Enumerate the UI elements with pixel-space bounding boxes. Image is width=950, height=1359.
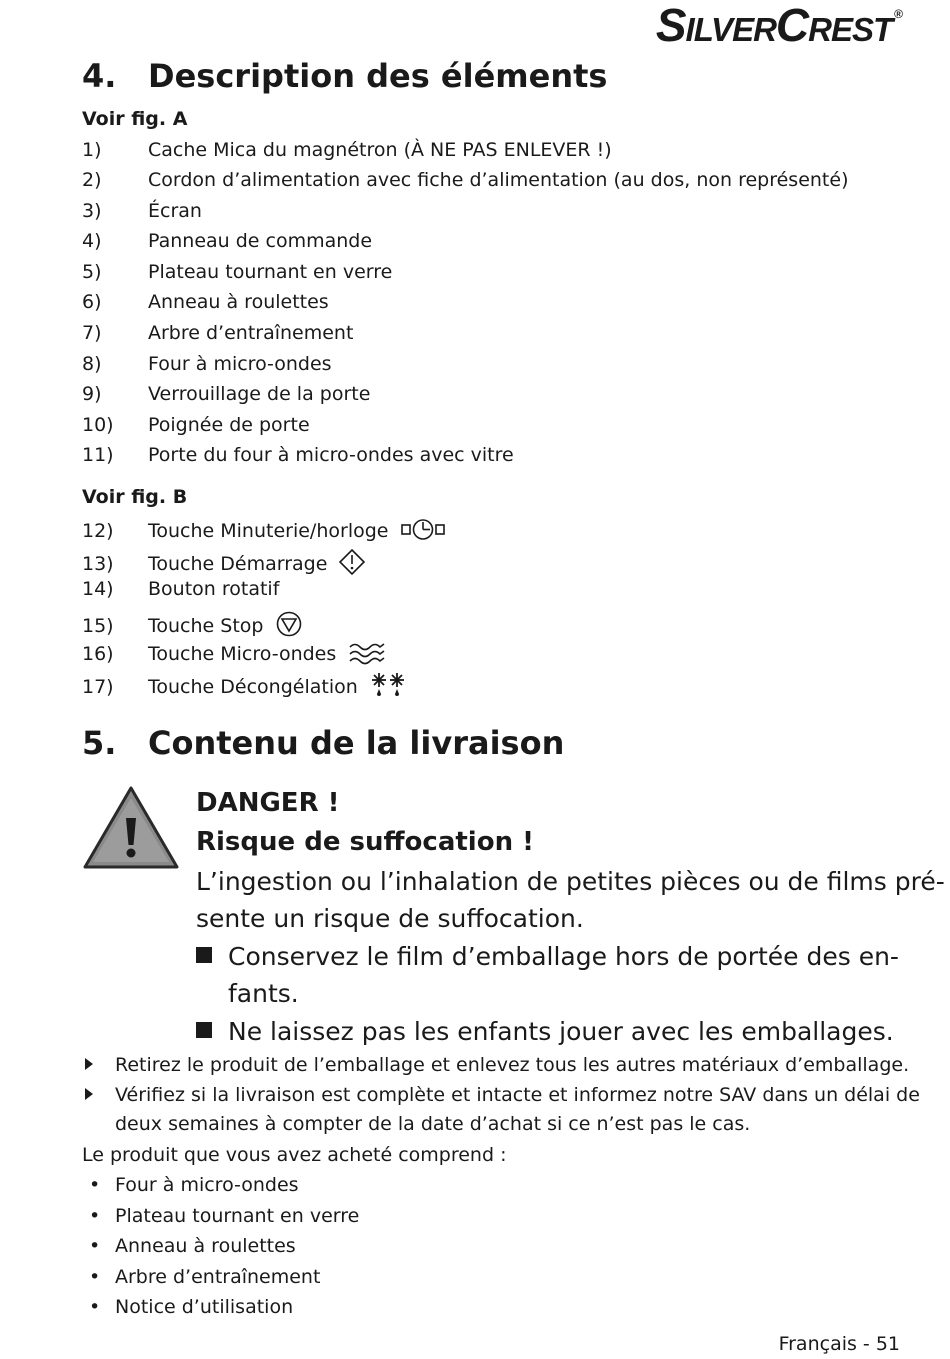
list-item: 5) Plateau tournant en verre xyxy=(82,261,393,283)
stop-icon xyxy=(276,611,302,637)
list-item: • Anneau à roulettes xyxy=(89,1235,296,1257)
warning-bullet: Conservez le film d’emballage hors de portée des en- xyxy=(196,944,899,969)
section-4-heading xyxy=(82,57,608,95)
section-number: 4. xyxy=(82,57,117,95)
list-item: 9) Verrouillage de la porte xyxy=(82,383,371,405)
list-item: 17) Touche Décongélation xyxy=(82,672,406,698)
instruction-step-continuation: deux semaines à compter de la date d’achat si ce n’est pas le cas. xyxy=(115,1113,751,1135)
square-bullet-icon xyxy=(196,1022,212,1038)
defrost-icon xyxy=(370,672,406,698)
page-footer: Français - 51 xyxy=(778,1333,900,1355)
fig-b-label: Voir fig. B xyxy=(82,486,188,508)
silvercrest-logo: SILVERCREST ® xyxy=(655,0,902,51)
instruction-step: Vérifiez si la livraison est complète et intacte et informez notre SAV dans un délai de xyxy=(82,1086,920,1105)
danger-heading: DANGER ! xyxy=(196,788,340,818)
list-item: 11) Porte du four à micro-ondes avec vitre xyxy=(82,444,514,466)
suffocation-heading: Risque de suffocation ! xyxy=(196,827,534,857)
section-5-heading xyxy=(82,724,565,762)
list-item: 15) Touche Stop xyxy=(82,611,302,637)
fig-a-label: Voir fig. A xyxy=(82,108,188,130)
list-item: 14) Bouton rotatif xyxy=(82,578,280,600)
list-item: • Notice d’utilisation xyxy=(89,1296,294,1318)
list-item: 7) Arbre d’entraînement xyxy=(82,322,354,344)
section-number: 5. xyxy=(82,724,117,762)
list-item: 1) Cache Mica du magnétron (À NE PAS ENLEVER !) xyxy=(82,139,612,161)
list-item: 6) Anneau à roulettes xyxy=(82,291,329,313)
arrow-bullet-icon xyxy=(85,1058,93,1070)
list-item: 12) Touche Minuterie/horloge xyxy=(82,518,445,542)
section-title: Description des éléments xyxy=(148,57,608,95)
section-title: Contenu de la livraison xyxy=(148,724,565,762)
warning-triangle-icon xyxy=(82,785,180,871)
start-icon xyxy=(339,549,365,575)
list-item: 16) Touche Micro-ondes xyxy=(82,641,386,665)
warning-bullet: Ne laissez pas les enfants jouer avec les emballages. xyxy=(196,1019,894,1044)
list-item: • Plateau tournant en verre xyxy=(89,1205,360,1227)
list-item: 13) Touche Démarrage xyxy=(82,549,365,575)
list-item: 10) Poignée de porte xyxy=(82,414,310,436)
timer-clock-icon xyxy=(401,518,445,542)
warning-bullet-continuation: fants. xyxy=(228,979,299,1008)
list-item: • Arbre d’entraînement xyxy=(89,1266,321,1288)
contents-intro: Le produit que vous avez acheté comprend : xyxy=(82,1144,507,1166)
warning-text-line: L’ingestion ou l’inhalation de petites pièces ou de films pré- xyxy=(196,867,945,896)
list-item: 8) Four à micro-ondes xyxy=(82,353,332,375)
warning-text-line: sente un risque de suffocation. xyxy=(196,904,584,933)
instruction-step: Retirez le produit de l’emballage et enlevez tous les autres matériaux d’emballage. xyxy=(82,1056,909,1075)
square-bullet-icon xyxy=(196,947,212,963)
list-item: 4) Panneau de commande xyxy=(82,230,373,252)
list-item: 3) Écran xyxy=(82,200,202,222)
arrow-bullet-icon xyxy=(85,1088,93,1100)
list-item: 2) Cordon d’alimentation avec fiche d’alimentation (au dos, non représenté) xyxy=(82,169,849,191)
list-item: • Four à micro-ondes xyxy=(89,1174,299,1196)
microwave-waves-icon xyxy=(348,641,386,665)
